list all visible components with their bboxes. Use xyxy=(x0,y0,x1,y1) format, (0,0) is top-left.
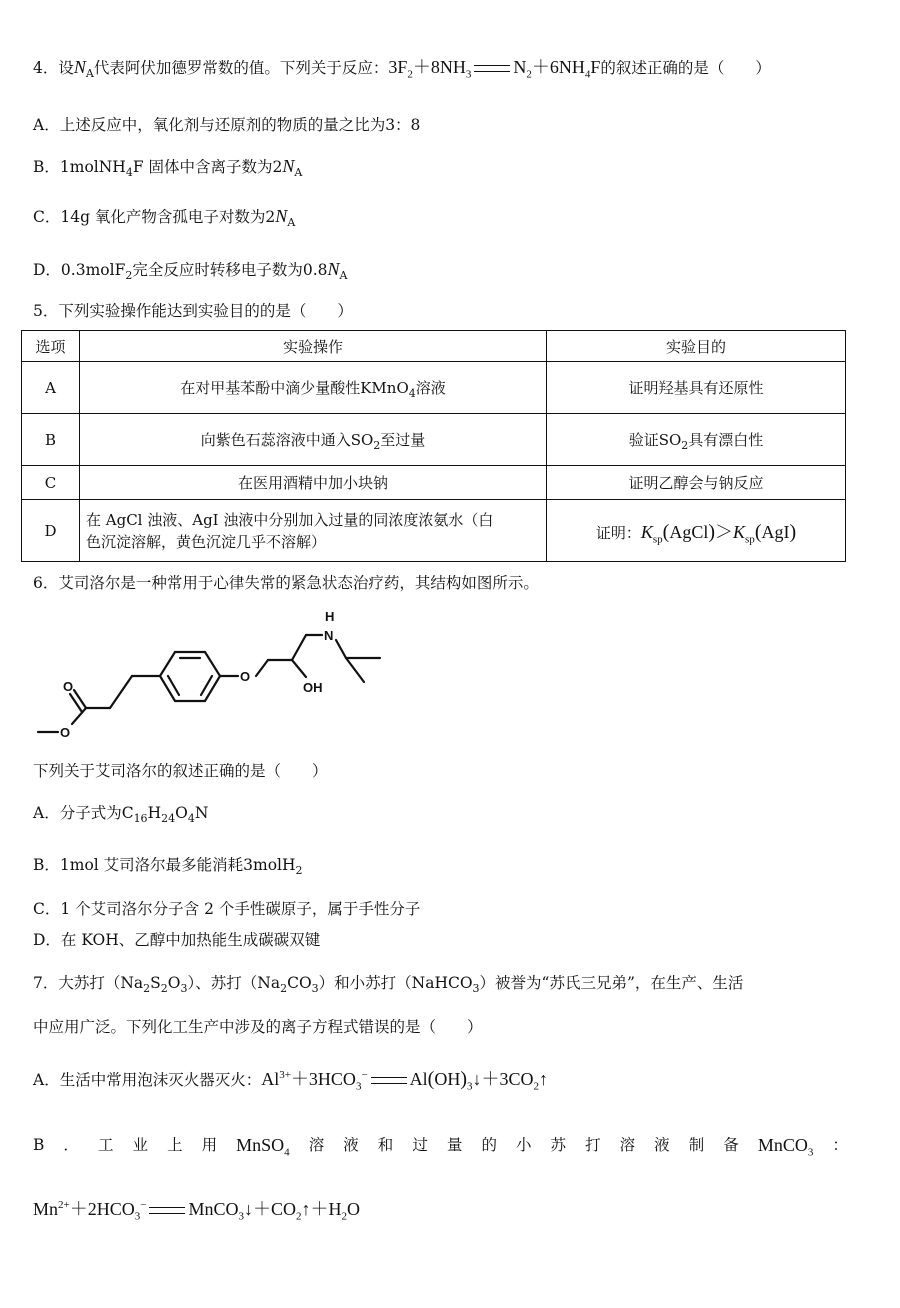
esmolol-structure xyxy=(30,610,400,750)
table-row xyxy=(22,500,846,562)
row-option: B xyxy=(22,414,80,466)
row-option: A xyxy=(22,362,80,414)
q6-stem: 6．艾司洛尔是一种常用于心律失常的紧急状态治疗药，其结构如图所示。 xyxy=(33,574,539,592)
q7-option-b-line1: B ． 工 业 上 用 MnSO$_4$ 溶 液 和 过 量 的 小 苏 打 溶 液 制 备 MnCO$_3$ ： xyxy=(33,1135,848,1159)
table-header-row xyxy=(22,331,846,362)
q6-option-b: B．1mol 艾司洛尔最多能消耗3molH$_2$ xyxy=(33,856,303,878)
table-row xyxy=(22,466,846,500)
equals-sign xyxy=(149,1207,185,1214)
equals-sign xyxy=(371,1077,407,1084)
row-goal: 证明：$K_{sp}(AgCl)>K_{sp}(AgI)$ xyxy=(547,500,846,562)
header-goal: 实验目的 xyxy=(547,331,846,362)
row-option: C xyxy=(22,466,80,500)
row-option: D xyxy=(22,500,80,562)
atom-oh: OH xyxy=(303,680,323,695)
row-operation: 在 AgCl 浊液、AgI 浊液中分别加入过量的同浓度浓氨水（白 色沉淀溶解，黄色沉淀几乎不溶解） xyxy=(80,500,547,562)
q4-option-b: B．1molNH$_4$F 固体中含离子数为$2N_A$ xyxy=(33,156,303,180)
row-operation: 在对甲基苯酚中滴少量酸性KMnO$_4$溶液 xyxy=(80,362,547,414)
q4-equation: $3F_2+8NH_3$ $N_2+6NH_4F$ xyxy=(388,57,601,81)
atom-o-methoxy: O xyxy=(60,725,71,740)
table-row xyxy=(22,362,846,414)
q4-stem: 4．设$N_A$代表阿伏加德罗常数的值。下列关于反应：$3F_2+8NH_3$ $N_2+6NH_4F$的叙述正确的是（ ） xyxy=(33,57,771,81)
q6-option-a: A．分子式为$C_{16}H_{24}O_4N$ xyxy=(33,804,209,826)
equals-sign xyxy=(474,65,510,72)
atom-n: N xyxy=(324,628,334,643)
q7-stem-line2: 中应用广泛。下列化工生产中涉及的离子方程式错误的是（ ） xyxy=(33,1018,483,1036)
atom-o-ether: O xyxy=(240,669,251,684)
q6-sub-stem: 下列关于艾司洛尔的叙述正确的是（ ） xyxy=(33,762,328,780)
row-operation: 在医用酒精中加小块钠 xyxy=(80,466,547,500)
row-operation: 向紫色石蕊溶液中通入$SO_2$至过量 xyxy=(80,414,547,466)
header-operation: 实验操作 xyxy=(80,331,547,362)
table-row xyxy=(22,414,846,466)
row-goal: 证明羟基具有还原性 xyxy=(547,362,846,414)
q5-table xyxy=(21,330,846,562)
row-goal: 证明乙醇会与钠反应 xyxy=(547,466,846,500)
q6-option-c: C．1 个艾司洛尔分子含 2 个手性碳原子，属于手性分子 xyxy=(33,900,421,918)
q7-option-a: A．生活中常用泡沫灭火器灭火：$Al^{3+}+3HCO_3^-$ $Al(OH)_3↓+3CO_2↑$ xyxy=(33,1068,549,1093)
header-option: 选项 xyxy=(22,331,80,362)
q7-stem-line1: 7．大苏打$(Na_2S_2O_3)$、苏打$(Na_2CO_3)$和小苏打（NaHCO$_3$）被誉为“苏氏三兄弟”，在生产、生活 xyxy=(33,974,744,996)
q4-option-d: D．0.3molF$_2$完全反应时转移电子数为$0.8N_A$ xyxy=(33,259,348,283)
row-goal: 验证$SO_2$具有漂白性 xyxy=(547,414,846,466)
q4-option-c: C．14g 氧化产物含孤电子对数为$2N_A$ xyxy=(33,206,296,230)
atom-o-carbonyl: O xyxy=(63,679,74,694)
q5-stem: 5．下列实验操作能达到实验目的的是（ ） xyxy=(33,302,353,320)
atom-h: H xyxy=(325,610,335,624)
q4-option-a: A．上述反应中，氧化剂与还原剂的物质的量之比为3：8 xyxy=(33,116,421,134)
q6-option-d: D．在 KOH、乙醇中加热能生成碳碳双键 xyxy=(33,931,321,949)
q7-option-b-equation: $Mn^{2+}+2HCO_3^-$ $MnCO_3↓+CO_2↑+H_2O$ xyxy=(33,1199,360,1223)
